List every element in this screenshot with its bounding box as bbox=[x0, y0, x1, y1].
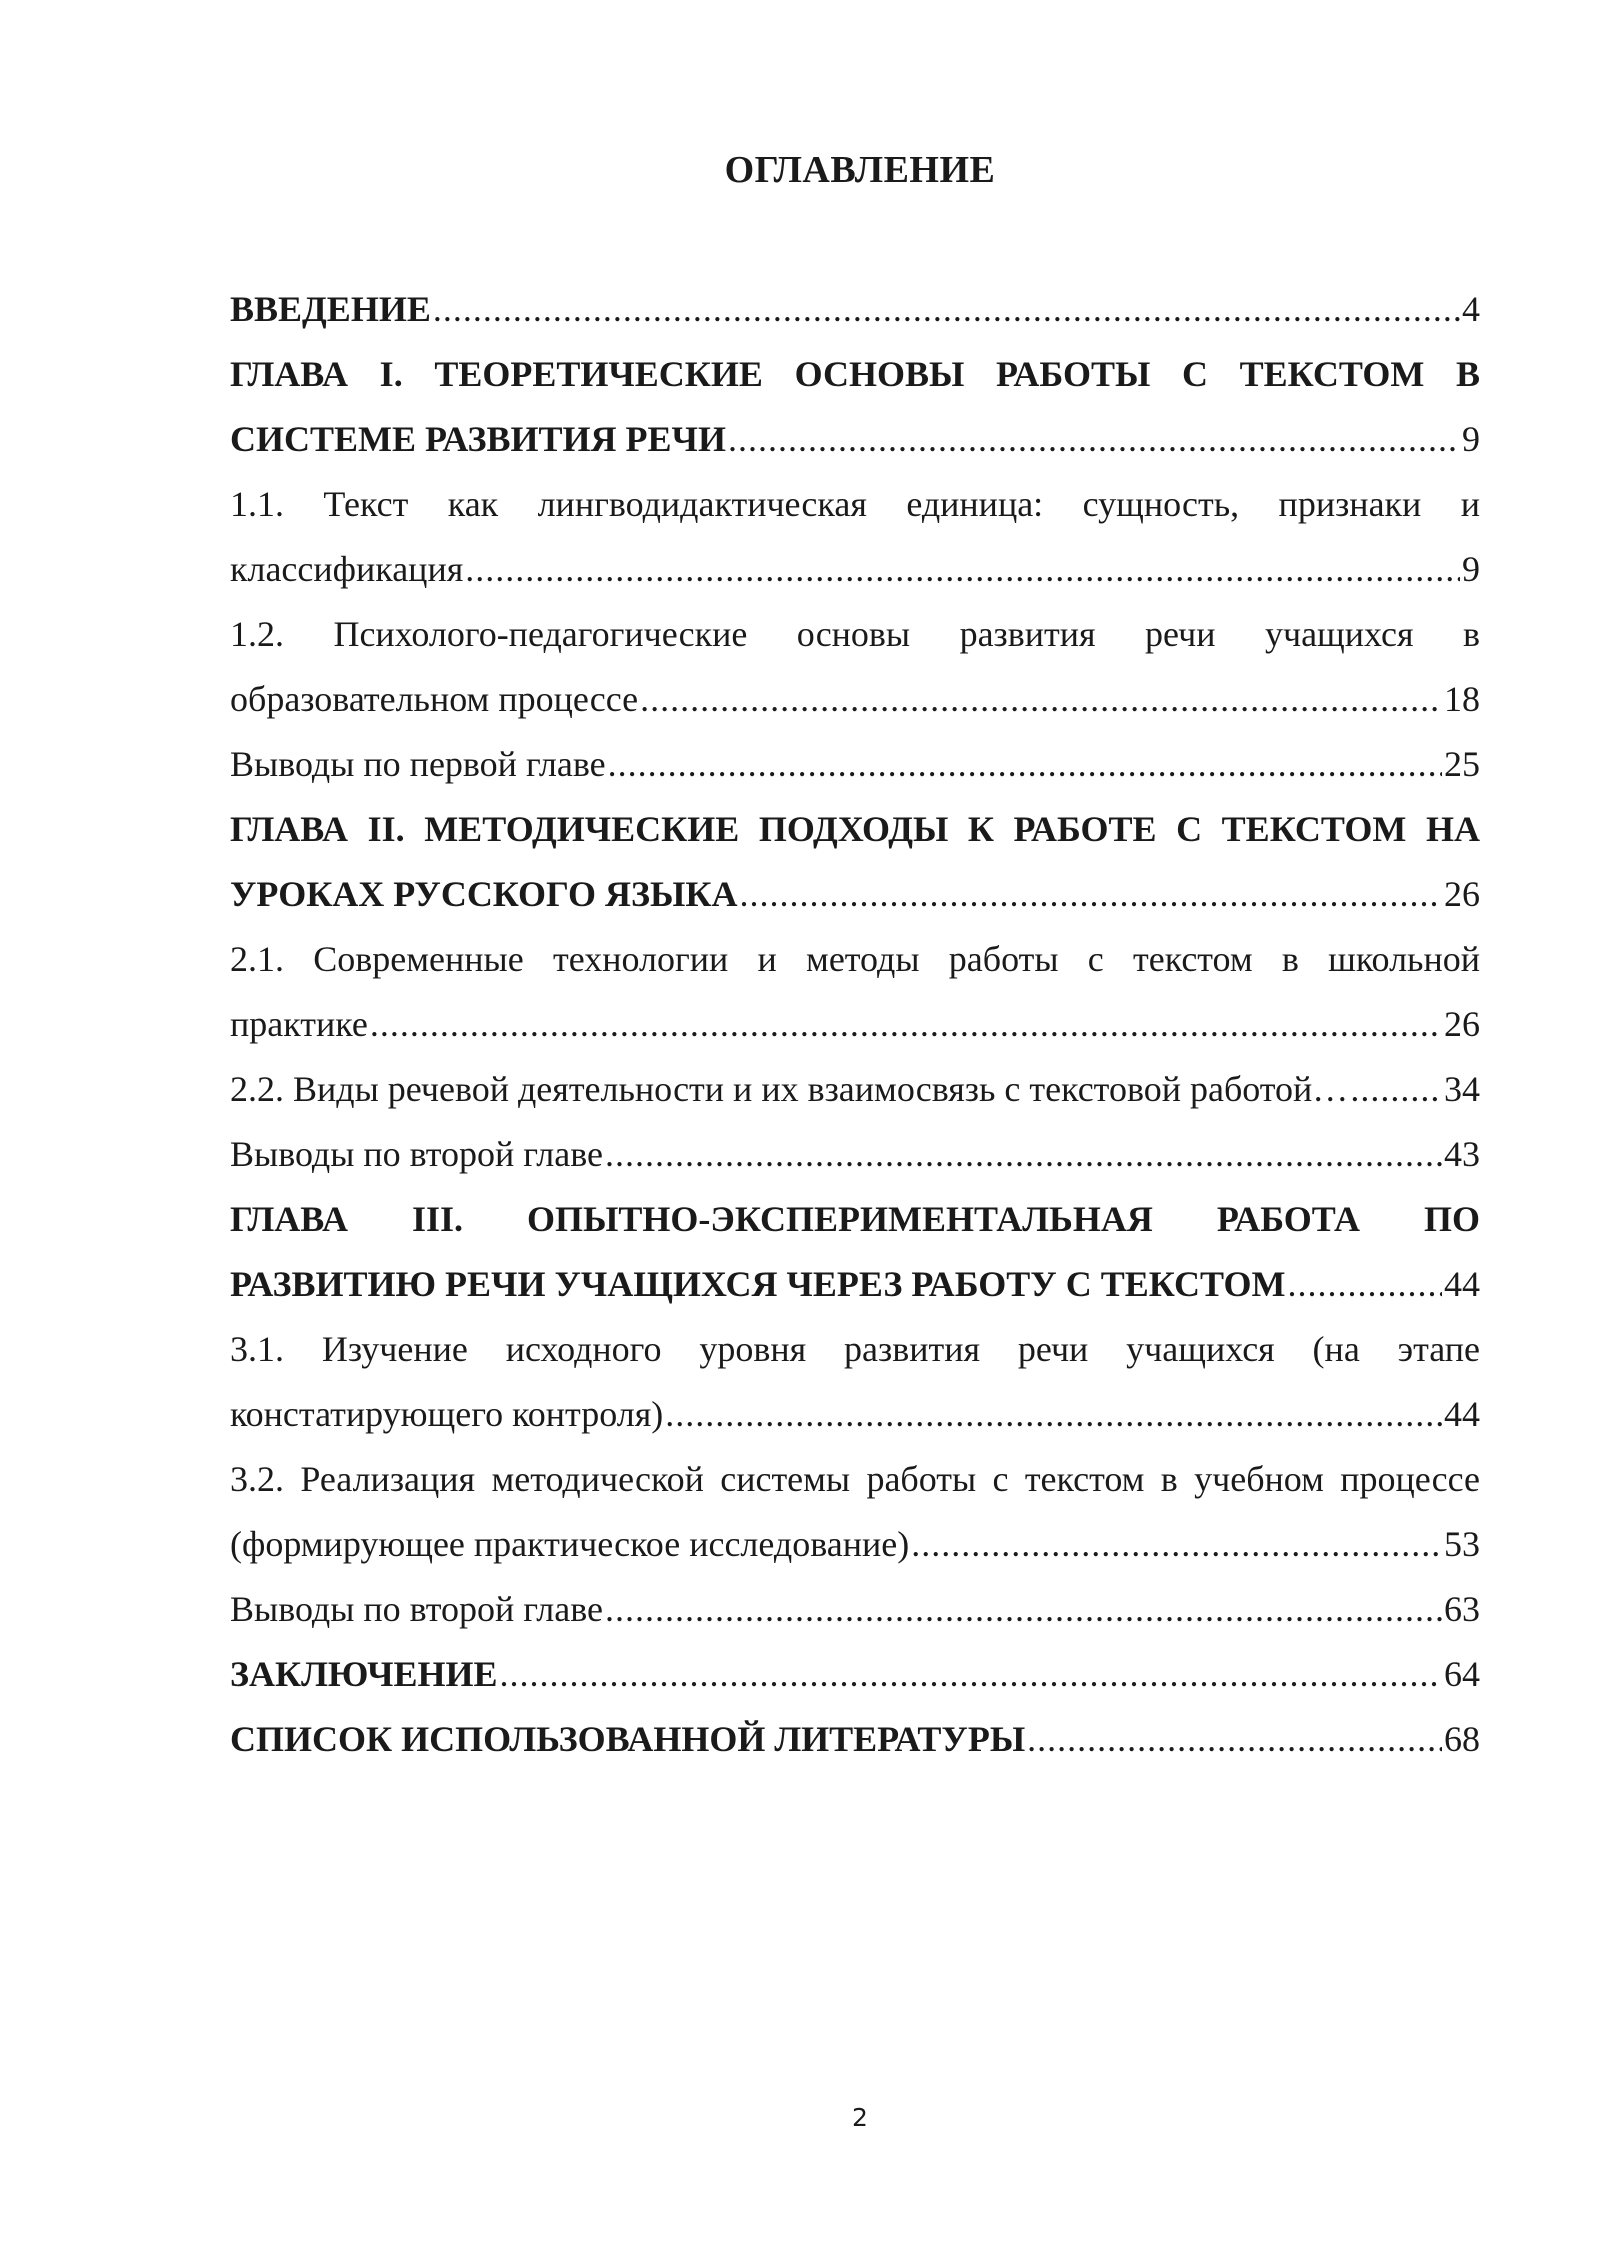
toc-entry[interactable] bbox=[230, 1057, 1480, 1122]
toc-entry-page-number: 26 bbox=[1444, 1004, 1480, 1044]
toc-entry-title: ЗАКЛЮЧЕНИЕ bbox=[230, 1654, 498, 1694]
toc-entry-line: ГЛАВА III. ОПЫТНО-ЭКСПЕРИМЕНТАЛЬНАЯ РАБОТА ПО bbox=[230, 1199, 1480, 1239]
toc-entry[interactable] bbox=[230, 342, 1480, 472]
toc-entry-line: 1.2. Психолого-педагогические основы развития речи учащихся в bbox=[230, 614, 1480, 654]
toc-entry-line: 2.1. Современные технологии и методы работы с текстом в школьной bbox=[230, 939, 1480, 979]
toc-entry-page-number: 68 bbox=[1444, 1719, 1480, 1759]
toc-entry-last-line bbox=[230, 667, 1480, 732]
dot-leader bbox=[465, 537, 1460, 602]
dot-leader bbox=[608, 732, 1442, 797]
toc-entry-title: 2.2. Виды речевой деятельности и их взаимосвязь с текстовой работой… bbox=[230, 1069, 1349, 1109]
dot-leader bbox=[433, 277, 1460, 342]
toc-entry-page-number: 18 bbox=[1444, 679, 1480, 719]
toc-entry[interactable] bbox=[230, 1317, 1480, 1447]
dot-leader bbox=[605, 1577, 1442, 1642]
dot-leader bbox=[739, 862, 1442, 927]
toc-entry-last-line bbox=[230, 1382, 1480, 1447]
toc-entry-page-number: 4 bbox=[1462, 289, 1480, 329]
toc-entry-line: ГЛАВА I. ТЕОРЕТИЧЕСКИЕ ОСНОВЫ РАБОТЫ С ТЕКСТОМ В bbox=[230, 354, 1480, 394]
toc-entry-title: Выводы по второй главе bbox=[230, 1589, 603, 1629]
toc-entry-title: классификация bbox=[230, 549, 464, 589]
toc-entry-page-number: 34 bbox=[1444, 1069, 1480, 1109]
toc-entry-last-line bbox=[230, 407, 1480, 472]
toc-entry-title: констатирующего контроля) bbox=[230, 1394, 664, 1434]
dot-leader bbox=[640, 667, 1442, 732]
toc-entry[interactable] bbox=[230, 1187, 1480, 1317]
toc-entry[interactable] bbox=[230, 1447, 1480, 1577]
table-of-contents bbox=[230, 277, 1480, 1772]
toc-entry-page-number: 26 bbox=[1444, 874, 1480, 914]
toc-entry-last-line bbox=[230, 1122, 1480, 1187]
toc-entry-title: СИСТЕМЕ РАЗВИТИЯ РЕЧИ bbox=[230, 419, 726, 459]
toc-entry[interactable] bbox=[230, 1122, 1480, 1187]
toc-entry-page-number: 44 bbox=[1444, 1264, 1480, 1304]
toc-entry[interactable] bbox=[230, 602, 1480, 732]
dot-leader bbox=[1287, 1252, 1442, 1317]
toc-entry[interactable] bbox=[230, 927, 1480, 1057]
toc-entry-page-number: 63 bbox=[1444, 1589, 1480, 1629]
toc-entry-title: ВВЕДЕНИЕ bbox=[230, 289, 431, 329]
toc-entry-last-line bbox=[230, 732, 1480, 797]
dot-leader bbox=[728, 407, 1460, 472]
toc-entry[interactable] bbox=[230, 1707, 1480, 1772]
toc-entry-last-line bbox=[230, 1642, 1480, 1707]
toc-entry-page-number: 9 bbox=[1462, 419, 1480, 459]
dot-leader bbox=[1350, 1057, 1442, 1122]
dot-leader bbox=[370, 992, 1442, 1057]
toc-entry-title: практике bbox=[230, 1004, 368, 1044]
toc-entry[interactable] bbox=[230, 1642, 1480, 1707]
dot-leader bbox=[665, 1382, 1442, 1447]
toc-entry-last-line bbox=[230, 862, 1480, 927]
toc-entry[interactable] bbox=[230, 277, 1480, 342]
toc-entry-title: РАЗВИТИЮ РЕЧИ УЧАЩИХСЯ ЧЕРЕЗ РАБОТУ С ТЕКСТОМ bbox=[230, 1264, 1286, 1304]
page-number: 2 bbox=[852, 2103, 868, 2132]
page-title: ОГЛАВЛЕНИЕ bbox=[724, 149, 996, 191]
dot-leader bbox=[605, 1122, 1442, 1187]
toc-entry-page-number: 64 bbox=[1444, 1654, 1480, 1694]
dot-leader bbox=[911, 1512, 1442, 1577]
toc-entry[interactable] bbox=[230, 732, 1480, 797]
toc-entry-page-number: 44 bbox=[1444, 1394, 1480, 1434]
toc-entry-last-line bbox=[230, 537, 1480, 602]
toc-entry-line: 3.2. Реализация методической системы работы с текстом в учебном процессе bbox=[230, 1459, 1480, 1499]
toc-entry[interactable] bbox=[230, 1577, 1480, 1642]
toc-entry-last-line bbox=[230, 1512, 1480, 1577]
toc-entry[interactable] bbox=[230, 797, 1480, 927]
toc-entry-page-number: 9 bbox=[1462, 549, 1480, 589]
toc-entry-line: 3.1. Изучение исходного уровня развития речи учащихся (на этапе bbox=[230, 1329, 1480, 1369]
toc-entry-last-line bbox=[230, 1252, 1480, 1317]
toc-entry-last-line bbox=[230, 992, 1480, 1057]
toc-entry-last-line bbox=[230, 1057, 1480, 1122]
toc-entry-last-line bbox=[230, 1577, 1480, 1642]
toc-entry-title: СПИСОК ИСПОЛЬЗОВАННОЙ ЛИТЕРАТУРЫ bbox=[230, 1719, 1026, 1759]
toc-entry-page-number: 43 bbox=[1444, 1134, 1480, 1174]
toc-entry-line: ГЛАВА II. МЕТОДИЧЕСКИЕ ПОДХОДЫ К РАБОТЕ С ТЕКСТОМ НА bbox=[230, 809, 1480, 849]
toc-entry-title: образовательном процессе bbox=[230, 679, 639, 719]
toc-entry-page-number: 25 bbox=[1444, 744, 1480, 784]
toc-entry-title: УРОКАХ РУССКОГО ЯЗЫКА bbox=[230, 874, 738, 914]
toc-entry-last-line bbox=[230, 1707, 1480, 1772]
toc-entry-title: Выводы по второй главе bbox=[230, 1134, 603, 1174]
toc-entry-last-line bbox=[230, 277, 1480, 342]
toc-entry[interactable] bbox=[230, 472, 1480, 602]
toc-entry-title: (формирующее практическое исследование) bbox=[230, 1524, 910, 1564]
dot-leader bbox=[500, 1642, 1442, 1707]
toc-entry-line: 1.1. Текст как лингводидактическая единица: сущность, признаки и bbox=[230, 484, 1480, 524]
toc-entry-page-number: 53 bbox=[1444, 1524, 1480, 1564]
dot-leader bbox=[1027, 1707, 1442, 1772]
toc-entry-title: Выводы по первой главе bbox=[230, 744, 606, 784]
